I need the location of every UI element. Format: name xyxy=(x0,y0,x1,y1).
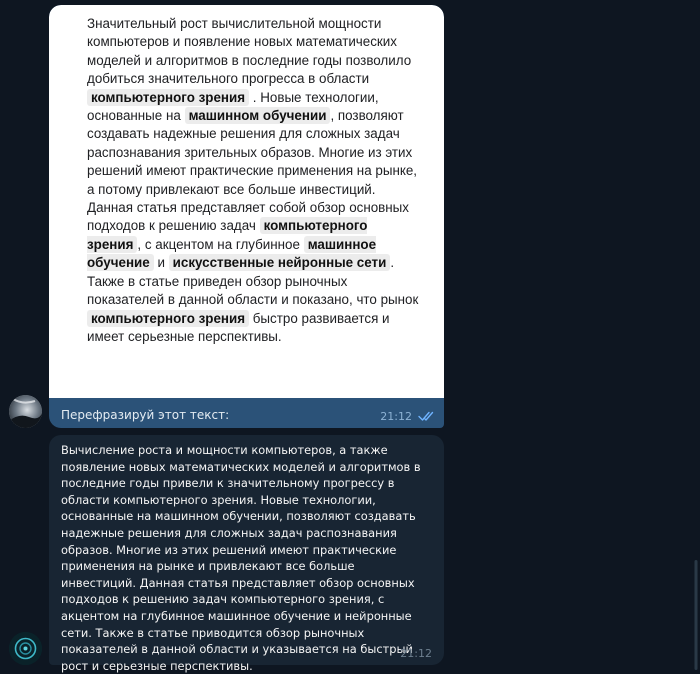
double-check-icon xyxy=(418,410,436,422)
message-time: 21:12 xyxy=(380,410,412,423)
image-text-part: Значительный рост вычислительной мощности компьютеров и появление новых математических моделей и алгоритмов в последние годы позволило добиться значительного прогресса в области xyxy=(87,16,412,87)
user-avatar[interactable] xyxy=(9,395,42,428)
highlight-term: машинном обучении xyxy=(185,107,331,124)
image-text-part: . Также в статье приведен обзор рыночных показателей в данной области и показано, что рынок xyxy=(87,255,419,308)
highlight-term: компьютерного зрения xyxy=(87,218,368,252)
image-text xyxy=(87,15,422,346)
bot-avatar[interactable] xyxy=(9,632,42,665)
image-text-part: и xyxy=(157,255,165,271)
image-text-part: . Новые технологии, основанные на xyxy=(87,89,379,124)
message-text: Вычисление роста и мощности компьютеров, а также появление новых математических моделей и алгоритмов в последние годы привели к значительному прогрессу в области компьютерного зрения. Новые технологии, основанные на машинном обучении, позволяют создавать надежные решения для сложных задач распознавания образов. Многие из этих решений имеют практические применения на рынке и привлекают все больше инвестиций. Данная статья представляет обзор основных подходов к решению задач компьютерного зрения, с акцентом на глубинное машинное обучение и нейронные сети. Также в статье приводится обзор рыночных показателей в данной области и указывается на быстрый рост и серьезные перспективы. xyxy=(61,443,421,673)
image-text-part: , с акцентом на глубинное xyxy=(137,236,300,252)
image-text-part: , позволяют создавать надежные решения для сложных задач распознавания зрительных образов. Многие из этих решений имеют практические применения на рынке, а потому привлекают все больше инвестиций. Данная статья представляет собой обзор основных подходов к решению задач xyxy=(87,108,418,234)
message-time: 21:12 xyxy=(400,647,432,660)
highlight-term: компьютерного зрения xyxy=(87,89,249,106)
highlight-term: искусственные нейронные сети xyxy=(169,254,391,271)
message-image[interactable] xyxy=(49,5,444,398)
message-caption: Перефразируй этот текст: xyxy=(61,408,230,422)
outgoing-message[interactable] xyxy=(49,5,444,428)
highlight-term: машинное обучение xyxy=(87,236,377,271)
highlight-term: компьютерного зрения xyxy=(87,310,249,327)
image-text-part: быстро развивается и имеет серьезные перспективы. xyxy=(87,310,390,344)
scrollbar[interactable] xyxy=(694,0,698,670)
incoming-message[interactable] xyxy=(49,435,444,673)
